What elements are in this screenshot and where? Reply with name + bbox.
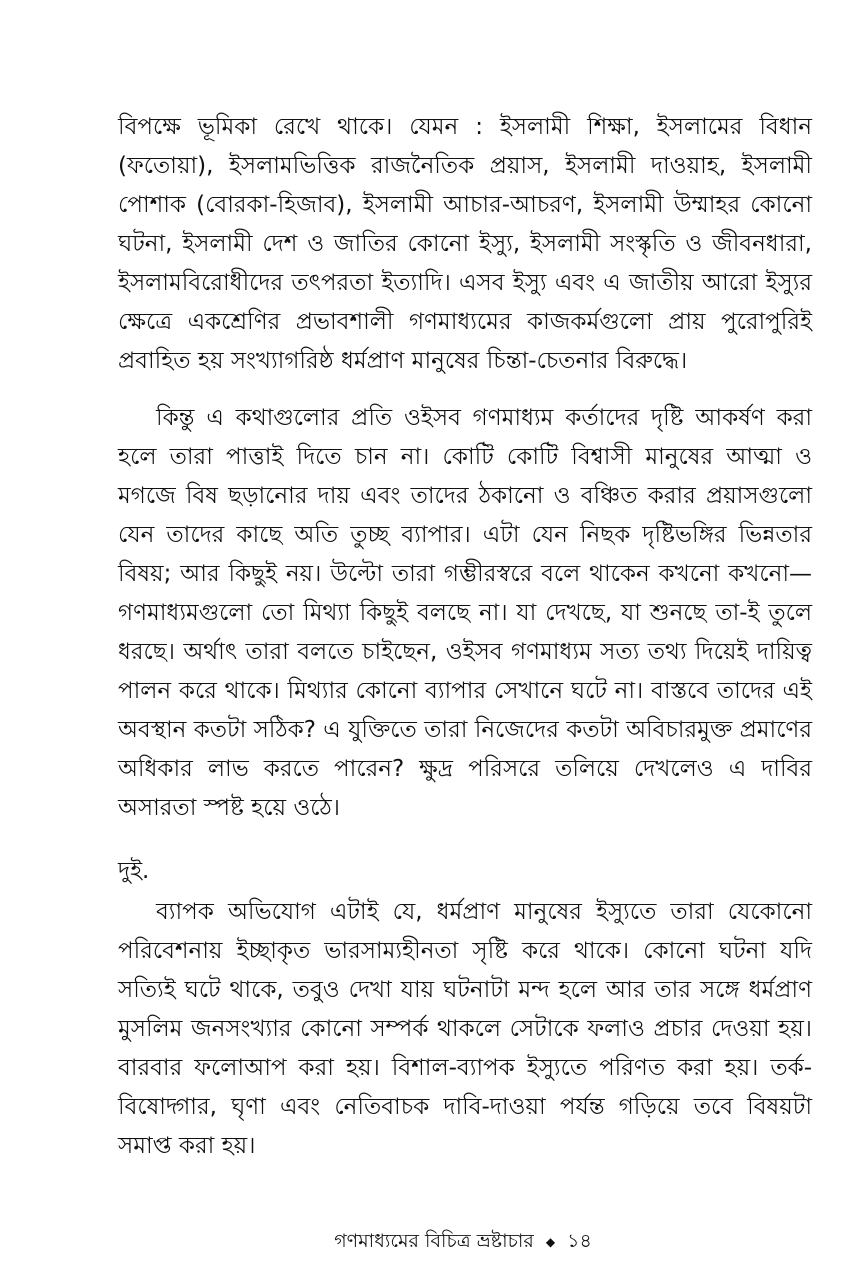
paragraph-media-response: কিন্তু এ কথাগুলোর প্রতি ওইসব গণমাধ্যম কর্তাদের দৃষ্টি আকর্ষণ করা হলে তারা পাত্তাই দিতে চান না। কোটি কোটি বিশ্বাসী মানুষের আত্মা ও মগজে বিষ ছড়ানোর দায় এবং তাদের ঠকানো ও বঞ্চিত করার প্রয়াসগুলো যেন তাদের কাছে অতি তুচ্ছ ব্যাপার। এটা যেন নিছক দৃষ্টিভঙ্গির ভিন্নতার বিষয়; আর কিছুই নয়। উল্টো তারা গম্ভীরস্বরে বলে থাকেন কখনো কখনো—গণমাধ্যমগুলো তো মিথ্যা কিছুই বলছে না। যা দেখছে, যা শুনছে তা-ই তুলে ধরছে। অর্থাৎ তারা বলতে চাইছেন, ওইসব গণমাধ্যম সত্য তথ্য দিয়েই দায়িত্ব পালন করে থাকে। মিথ্যার কোনো ব্যাপার সেখানে ঘটে না। বাস্তবে তাদের এই অবস্থান কতটা সঠিক? এ যুক্তিতে তারা নিজেদের কতটা অবিচারমুক্ত প্রমাণের অধিকার লাভ করতে পারেন? ক্ষুদ্র পরিসরে তলিয়ে দেখলেও এ দাবির অসারতা স্পষ্ট হয়ে ওঠে। xyxy=(118,405,812,821)
page-body xyxy=(118,108,812,1166)
running-title: গণমাধ্যমের বিচিত্র ভ্রষ্টাচার xyxy=(334,1230,534,1252)
diamond-separator-icon: ◆ xyxy=(545,1234,556,1249)
page-number: ১৪ xyxy=(567,1230,592,1252)
paragraph-section-two: ব্যাপক অভিযোগ এটাই যে, ধর্মপ্রাণ মানুষের ইস্যুতে তারা যেকোনো পরিবেশনায় ইচ্ছাকৃত ভারসাম্যহীনতা সৃষ্টি করে থাকে। কোনো ঘটনা যদি সত্যিই ঘটে থাকে, তবুও দেখা যায় ঘটনাটা মন্দ হলে আর তার সঙ্গে ধর্মপ্রাণ মুসলিম জনসংখ্যার কোনো সম্পর্ক থাকলে সেটাকে ফলাও প্রচার দেওয়া হয়। বারবার ফলোআপ করা হয়। বিশাল-ব্যাপক ইস্যুতে পরিণত করা হয়। তর্ক-বিষোদ্গার, ঘৃণা এবং নেতিবাচক দাবি-দাওয়া পর্যন্ত গড়িয়ে তবে বিষয়টা সমাপ্ত করা হয়। xyxy=(118,899,812,1159)
paragraph-continuation: বিপক্ষে ভূমিকা রেখে থাকে। যেমন : ইসলামী শিক্ষা, ইসলামের বিধান (ফতোয়া), ইসলামভিত্তিক রাজনৈতিক প্রয়াস, ইসলামী দাওয়াহ, ইসলামী পোশাক (বোরকা-হিজাব), ইসলামী আচার-আচরণ, ইসলামী উম্মাহর কোনো ঘটনা, ইসলামী দেশ ও জাতির কোনো ইস্যু, ইসলামী সংস্কৃতি ও জীবনধারা, ইসলামবিরোধীদের তৎপরতা ইত্যাদি। এসব ইস্যু এবং এ জাতীয় আরো ইস্যুর ক্ষেত্রে একশ্রেণির প্রভাবশালী গণমাধ্যমের কাজকর্মগুলো প্রায় পুরোপুরিই প্রবাহিত হয় সংখ্যাগরিষ্ঠ ধর্মপ্রাণ মানুষের চিন্তা-চেতনার বিরুদ্ধে। xyxy=(118,114,812,374)
page-footer xyxy=(0,1228,866,1255)
section-heading: দুই. xyxy=(118,858,150,884)
